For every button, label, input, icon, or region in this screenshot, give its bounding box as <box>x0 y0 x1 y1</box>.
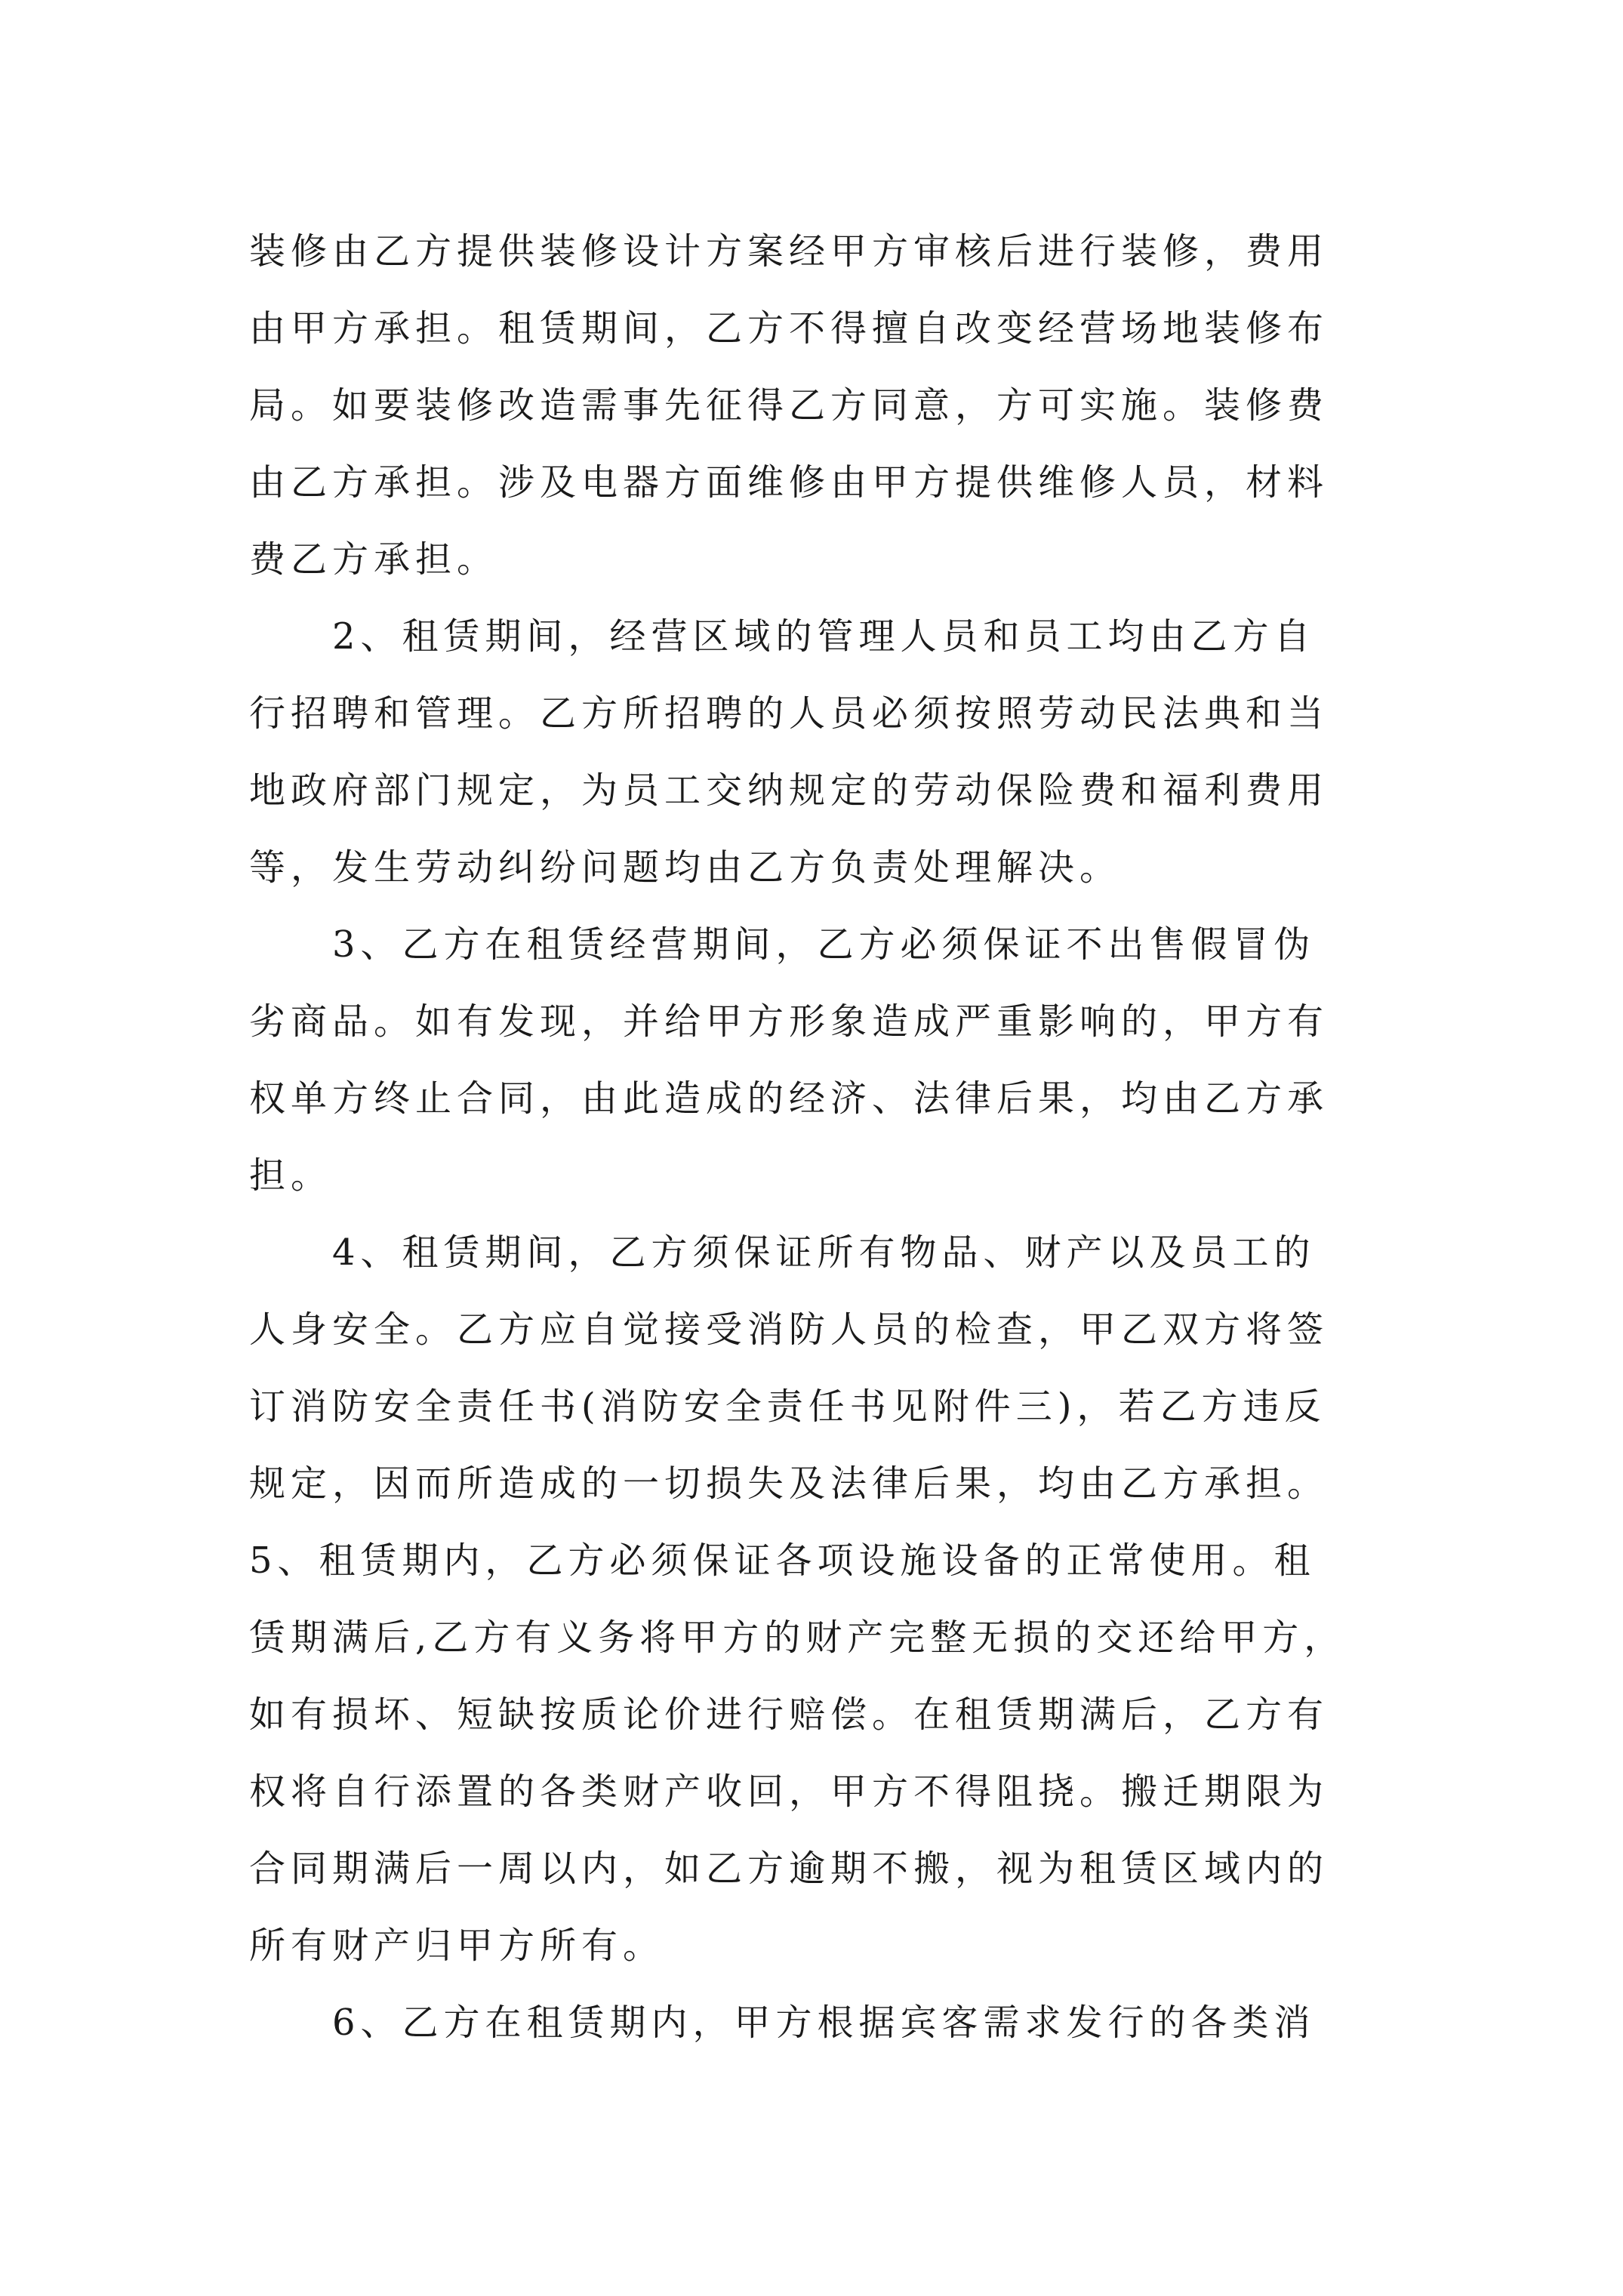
text-line: 权将自行添置的各类财产收回，甲方不得阻挠。搬迁期限为 <box>249 1771 1329 1813</box>
clause-6-start: 6、乙方在租赁期内，甲方根据宾客需求发行的各类消 <box>332 2002 1316 2044</box>
clause-5-start: 5、租赁期内，乙方必须保证各项设施设备的正常使用。租 <box>249 1539 1316 1582</box>
text-line: 担。 <box>249 1154 333 1197</box>
text-line: 赁期满后,乙方有义务将甲方的财产完整无损的交还给甲方， <box>249 1616 1346 1659</box>
text-line: 合同期满后一周以内，如乙方逾期不搬，视为租赁区域内的 <box>249 1848 1329 1890</box>
contract-text-body <box>249 213 1381 2061</box>
text-line: 订消防安全责任书(消防安全责任书见附件三)，若乙方违反 <box>249 1385 1326 1428</box>
clause-3-start: 3、乙方在租赁经营期间，乙方必须保证不出售假冒伪 <box>332 923 1316 966</box>
text-line: 劣商品。如有发现，并给甲方形象造成严重影响的，甲方有 <box>249 1000 1329 1043</box>
text-line: 地政府部门规定，为员工交纳规定的劳动保险费和福利费用 <box>249 769 1329 812</box>
clause-2-start: 2、租赁期间，经营区域的管理人员和员工均由乙方自 <box>332 615 1316 658</box>
text-line: 规定，因而所造成的一切损失及法律后果，均由乙方承担。 <box>249 1462 1329 1505</box>
text-line: 行招聘和管理。乙方所招聘的人员必须按照劳动民法典和当 <box>249 692 1329 735</box>
text-line: 由甲方承担。租赁期间，乙方不得擅自改变经营场地装修布 <box>249 307 1329 350</box>
text-line: 局。如要装修改造需事先征得乙方同意，方可实施。装修费 <box>249 384 1329 427</box>
text-line: 所有财产归甲方所有。 <box>249 1925 665 1967</box>
text-line: 人身安全。乙方应自觉接受消防人员的检查，甲乙双方将签 <box>249 1308 1329 1351</box>
clause-4-start: 4、租赁期间，乙方须保证所有物品、财产以及员工的 <box>332 1231 1316 1274</box>
text-line: 等，发生劳动纠纷问题均由乙方负责处理解决。 <box>249 846 1122 889</box>
text-line: 由乙方承担。涉及电器方面维修由甲方提供维修人员，材料 <box>249 461 1329 504</box>
text-line: 装修由乙方提供装修设计方案经甲方审核后进行装修，费用 <box>249 230 1329 273</box>
text-line: 权单方终止合同，由此造成的经济、法律后果，均由乙方承 <box>249 1077 1329 1120</box>
text-line: 费乙方承担。 <box>249 538 499 581</box>
text-line: 如有损坏、短缺按质论价进行赔偿。在租赁期满后，乙方有 <box>249 1693 1329 1736</box>
